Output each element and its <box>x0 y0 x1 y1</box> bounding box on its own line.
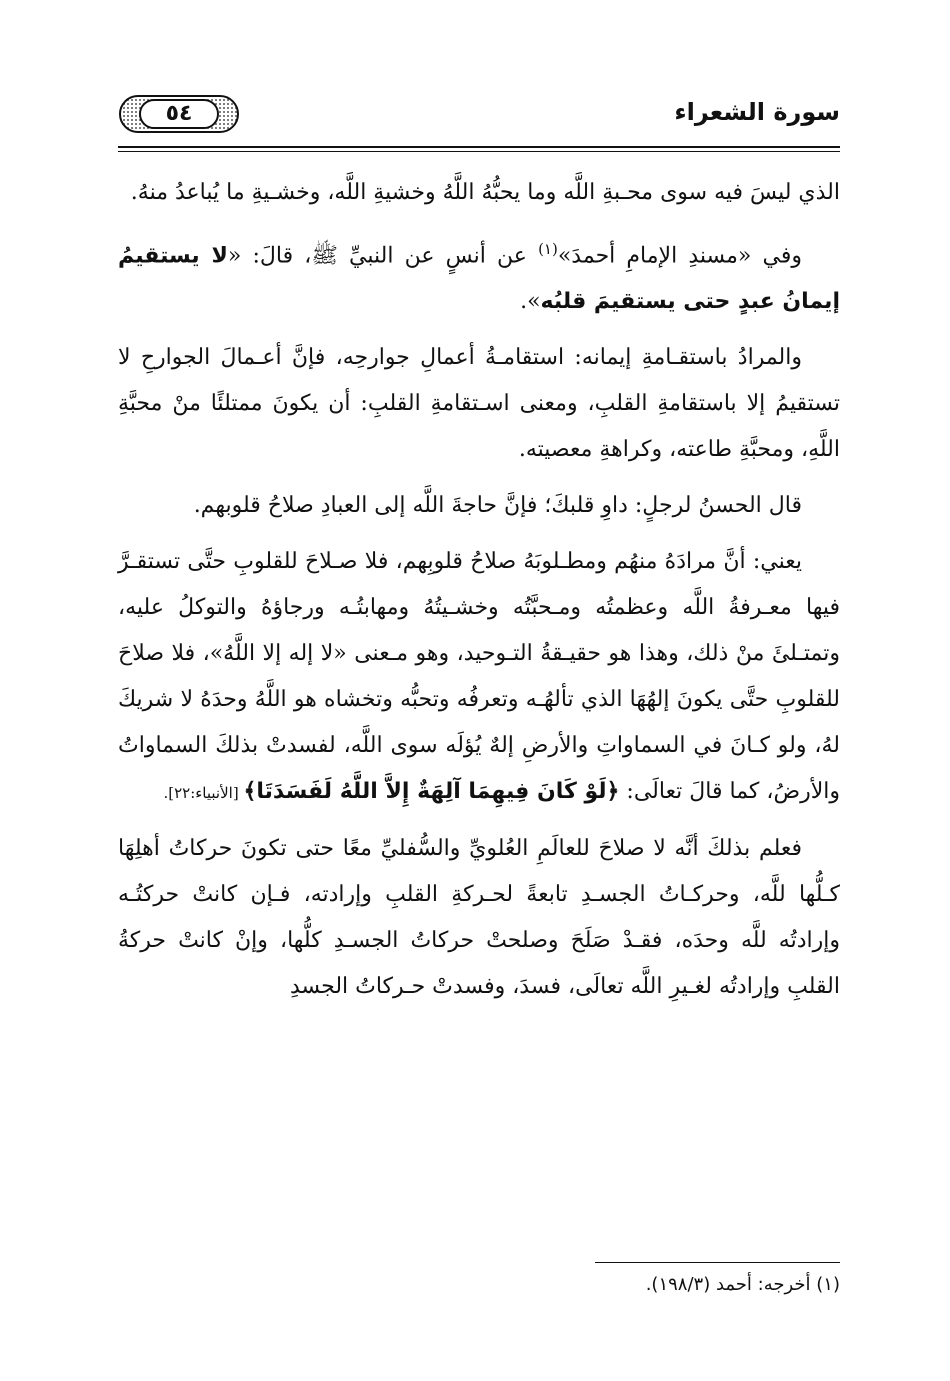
chapter-title: سورة الشعراء <box>674 98 840 126</box>
hadith-quote: لا يستقيمُ إيمانُ عبدٍ حتى يستقيمَ قلبُه <box>118 243 840 315</box>
paragraph-5 <box>118 539 840 816</box>
page-header <box>118 92 840 140</box>
header-rule-thin <box>118 151 840 152</box>
verse-citation: [الأنبياء:٢٢]. <box>163 784 244 803</box>
quran-verse: ﴿لَوْ كَانَ فِيهِمَا آلِهَةٌ إِلاَّ اللَّهُ لَفَسَدَتَا﴾ <box>243 779 620 805</box>
footnote-reference: (١) <box>538 240 558 258</box>
footnote-separator <box>595 1262 840 1263</box>
paragraph-3: والمرادُ باستقـامةِ إيمانه: استقامـةُ أعمالِ جوارحِه، فإنَّ أعـمالَ الجوارحِ لا تستقيمُ إلا باستقامةِ القلبِ، ومعنى اسـتقامةِ القلبِ: أن يكونَ ممتلئًا منْ محبَّةِ اللَّهِ، ومحبَّةِ طاعته، وكراهةِ معصيته. <box>118 345 840 463</box>
paragraph-4: قال الحسنُ لرجلٍ: داوِ قلبكَ؛ فإنَّ حاجةَ اللَّه إلى العبادِ صلاحُ قلوبهم. <box>193 493 802 519</box>
page-body <box>118 170 840 1020</box>
paragraph-2 <box>118 226 840 325</box>
page-number-badge <box>118 94 240 134</box>
page-number: ٥٤ <box>165 101 193 126</box>
paragraph-5-text: يعني: أنَّ مرادَهُ منهُم ومطـلوبَهُ صلاحُ قلوبِهم، فلا صـلاحَ للقلوبِ حتَّى تستقـرَّ فيها معـرفةُ اللَّه وعظمتُه ومـحبَّتُه وخشـيتُهُ ومهابتُـه ورجاؤهُ والتوكلُ عليه، وتمتـلئَ منْ ذلك، وهذا هو حقيـقةُ التـوحيد، وهو مـعنى «لا إله إلا اللَّهُ»، فلا صلاحَ للقلوبِ حتَّى يكونَ إلهُهَا الذي تألهُـه وتعرفُه وتحبُّه وتخشاه هو اللَّهُ وحدَهُ لا شريكَ لهُ، ولو كـانَ في السماواتِ والأرضِ إلهٌ يُؤلَه سوى اللَّه، لفسدتْ بذلكَ السماواتُ والأرضُ، كما قالَ تعالَى: <box>118 549 840 805</box>
paragraph-2-text-b: عن أنسٍ عن النبيِّ ﷺ، قالَ: « <box>227 243 539 269</box>
paragraph-2-text-c: ». <box>520 289 541 315</box>
footnote: (١) أخرجه: أحمد (١٩٨/٣). <box>645 1274 840 1295</box>
paragraph-1: الذي ليسَ فيه سوى محـبةِ اللَّه وما يحبُّهُ اللَّهُ وخشيةِ اللَّه، وخشـيةِ ما يُباعدُ منهُ. <box>130 180 840 205</box>
header-rule-thick <box>118 146 840 148</box>
paragraph-6: فعلم بذلكَ أنَّه لا صلاحَ للعالَمِ العُلويِّ والسُّفليِّ معًا حتى تكونَ حركاتُ أهلِهَا كـلُّها للَّه، وحركـاتُ الجسـدِ تابعةً لحـركةِ القلبِ وإرادته، فـإن كانتْ حركتُـه وإرادتُه للَّه وحدَه، فقـدْ صَلَحَ وصلحتْ حركاتُ الجسـدِ كلُّها، وإنْ كانتْ حركةُ القلبِ وإرادتُه لغـيرِ اللَّه تعالَى، فسدَ، وفسدتْ حـركاتُ الجسدِ <box>118 836 840 1000</box>
paragraph-2-text-a: وفي «مسندِ الإمامِ أحمدَ» <box>557 243 802 269</box>
